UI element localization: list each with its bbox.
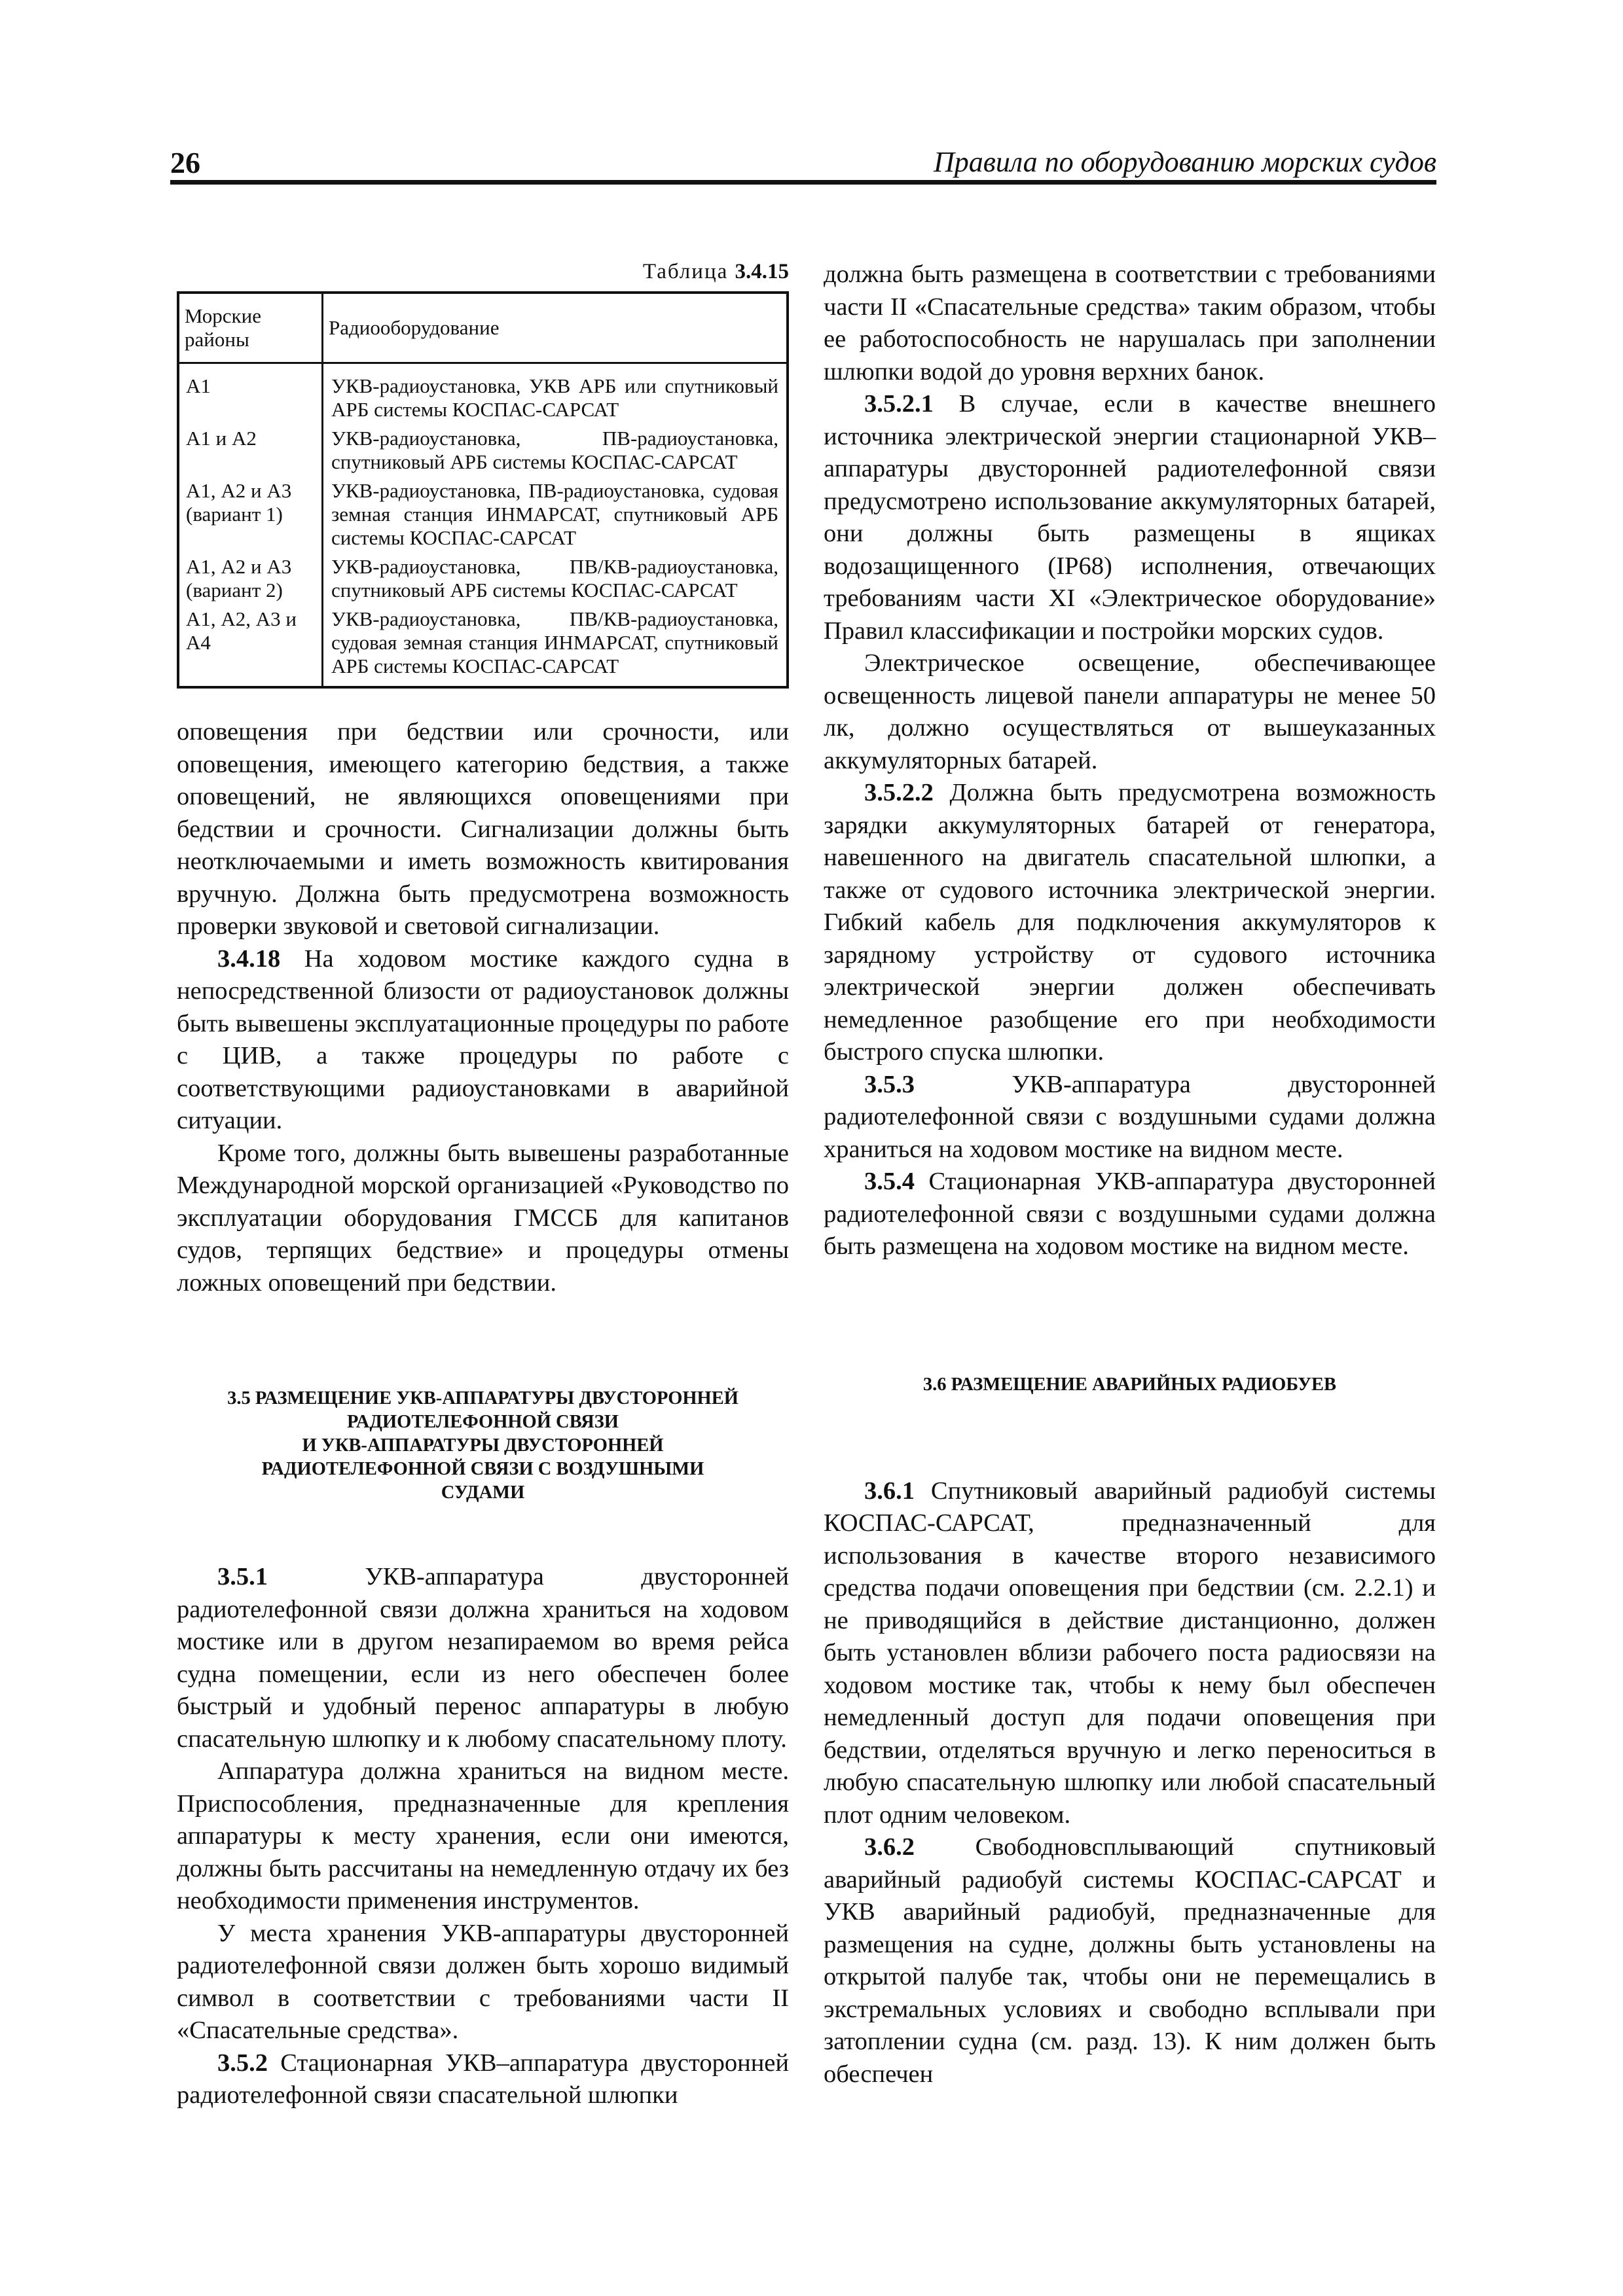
table-cell-equipment: УКВ-радиоустановка, ПВ-радиоустановка, судовая земная станция ИНМАРСАТ, спутниковый АРБ системы КОСПАС-САРСАТ	[331, 479, 778, 549]
paragraph-text: На ходовом мостике каждого судна в непосредственной близости от радиоустановок должны быть вывешены эксплуатационные процедуры по работе с ЦИВ, а также процедуры по работе с соответствующими радиоустановками в аварийной ситуации.	[177, 944, 789, 1134]
header-rule	[170, 180, 1436, 185]
clause-number: 3.5.3	[864, 1070, 915, 1098]
section-heading-line: РАДИОТЕЛЕФОННОЙ СВЯЗИ	[347, 1412, 619, 1432]
table-cell-equipment: УКВ-радиоустановка, ПВ/КВ-радиоустановка, спутниковый АРБ системы КОСПАС-САРСАТ	[331, 555, 778, 601]
paragraph: У места хранения УКВ-аппаратуры двусторонней радиотелефонной связи должен быть хорошо видимый символ в соответствии с требованиями части II «Спасательные средства».	[177, 1919, 789, 2044]
clause-number: 3.5.2.2	[864, 779, 934, 806]
paragraph	[824, 388, 1436, 647]
paragraph	[177, 943, 789, 1138]
table-cell-area: А1, А2 и А3 (вариант 2)	[178, 552, 323, 605]
table-header-row	[178, 293, 788, 363]
paragraph	[824, 1069, 1436, 1166]
clause-number: 3.4.18	[217, 944, 281, 973]
equipment-table	[177, 291, 789, 689]
paragraph-text: В случае, если в качестве внешнего источника электрической энергии стационарной УКВ–аппаратуры двусторонней радиотелефонной связи предусмотрено использование аккумуляторных батарей, они должны быть размещены в ящиках водозащищенного (IP68) исполнения, отвечающих требованиям части XI «Электрическое оборудование» Правил классификации и постройки морских судов.	[824, 390, 1436, 645]
table-row	[178, 424, 788, 476]
paragraph: Кроме того, должны быть вывешены разработанные Международной морской организацией «Руководство по эксплуатации оборудования ГМССБ для капитанов судов, терпящих бедствие» и процедуры отмены ложных оповещений при бедствии.	[177, 1139, 789, 1297]
paragraph-text: Стационарная УКВ-аппаратура двусторонней радиотелефонной связи с воздушными судами должна быть размещена на ходовом мостике на видном месте.	[824, 1168, 1436, 1260]
paragraph	[824, 777, 1436, 1069]
section-heading-line: СУДАМИ	[441, 1482, 525, 1503]
section-heading-line: РАДИОТЕЛЕФОННОЙ СВЯЗИ С ВОЗДУШНЫМИ	[261, 1459, 704, 1479]
paragraph: Аппаратура должна храниться на видном месте. Приспособления, предназначенные для крепления аппаратуры к месту хранения, если они имеются, должны быть рассчитаны на немедленную отдачу их без необходимости применения инструментов.	[177, 1757, 789, 1914]
paragraph	[177, 1561, 789, 1755]
clause-number: 3.5.1	[217, 1563, 268, 1590]
paragraph-text: УКВ-аппаратура двусторонней радиотелефонной связи должна храниться на ходовом мостике или в другом незапираемом во время рейса судна помещении, если из него обеспечен более быстрый и удобный перенос аппаратуры в любую спасательную шлюпку и к любому спасательному плоту.	[177, 1563, 789, 1753]
running-title: Правила по оборудованию морских судов	[933, 146, 1436, 178]
table-cell-equipment: УКВ-радиоустановка, ПВ/КВ-радиоустановка, судовая земная станция ИНМАРСАТ, спутниковый АРБ системы КОСПАС-САРСАТ	[331, 607, 778, 677]
paragraph: оповещения при бедствии или срочности, или оповещения, имеющего категорию бедствия, а также оповещений, не являющихся оповещениями при бедствии и срочности. Сигнализации должны быть неотключаемыми и иметь возможность квитирования вручную. Должна быть предусмотрена возможность проверки звуковой и световой сигнализации.	[177, 718, 789, 940]
clause-number: 3.5.2.1	[864, 390, 934, 418]
table-cell-area: А1, А2 и А3 (вариант 1)	[178, 476, 323, 552]
paragraph-text: УКВ-аппаратура двусторонней радиотелефонной связи с воздушными судами должна храниться на ходовом мостике на видном месте.	[824, 1070, 1436, 1163]
table-caption-prefix: Таблица	[642, 260, 735, 283]
table-cell-area: А1	[178, 363, 323, 425]
clause-number: 3.5.2	[217, 2049, 268, 2077]
table-cell-area: А1, А2, А3 и А4	[178, 605, 323, 687]
table-caption-number: 3.4.15	[735, 260, 789, 283]
clause-number: 3.5.4	[864, 1168, 915, 1195]
paragraph	[824, 1831, 1436, 2090]
clause-number: 3.6.2	[864, 1833, 915, 1861]
table-cell-equipment: УКВ-радиоустановка, ПВ-радиоустановка, спутниковый АРБ системы КОСПАС-САРСАТ	[331, 427, 778, 473]
paragraph	[824, 1475, 1436, 1832]
paragraph: Электрическое освещение, обеспечивающее освещенность лицевой панели аппаратуры не менее 50 лк, должно осуществляться от вышеуказанных аккумуляторных батарей.	[824, 649, 1436, 774]
paragraph-text: Спутниковый аварийный радиобуй системы КОСПАС-САРСАТ, предназначенный для использования в качестве второго независимого средства подачи оповещения при бедствии (см. 2.2.1) и не приводящийся в действие дистанционно, должен быть установлен вблизи рабочего поста радиосвязи на ходовом мостике так, чтобы к нему был обеспечен немедленный доступ для подачи оповещения при бедствии, отделяться вручную и легко переноситься в любую спасательную шлюпку или любой спасательный плот одним человеком.	[824, 1477, 1436, 1829]
section-heading-line: 3.5 РАЗМЕЩЕНИЕ УКВ-АППАРАТУРЫ ДВУСТОРОННЕЙ	[227, 1388, 739, 1408]
page-number: 26	[170, 146, 200, 179]
table-row	[178, 605, 788, 687]
table-cell-area: А1 и А2	[178, 424, 323, 476]
table-row	[178, 476, 788, 552]
clause-number: 3.6.1	[864, 1477, 915, 1505]
left-column	[177, 259, 789, 2112]
paragraph	[824, 1166, 1436, 1263]
table-caption	[177, 259, 789, 285]
table-row	[178, 363, 788, 425]
paragraph-text: Должна быть предусмотрена возможность зарядки аккумуляторных батарей от генератора, навешенного на двигатель спасательной шлюпки, а также от судового источника электрической энергии. Гибкий кабель для подключения аккумуляторов к зарядному устройству от судового источника электрической энергии должен обеспечивать немедленное разобщение его при необходимости быстрого спуска шлюпки.	[824, 779, 1436, 1066]
paragraph-text: Свободновсплывающий спутниковый аварийный радиобуй системы КОСПАС-САРСАТ и УКВ аварийный радиобуй, предназначенные для размещения на судне, должны быть установлены на открытой палубе так, чтобы они не перемещались в экстремальных условиях и свободно всплывали при затоплении судна (см. разд. 13). К ним должен быть обеспечен	[824, 1833, 1436, 2088]
section-heading-line: И УКВ-АППАРАТУРЫ ДВУСТОРОННЕЙ	[302, 1435, 664, 1456]
section-heading: 3.6 РАЗМЕЩЕНИЕ АВАРИЙНЫХ РАДИОБУЕВ	[922, 1374, 1337, 1395]
table-cell-equipment: УКВ-радиоустановка, УКВ АРБ или спутниковый АРБ системы КОСПАС-САРСАТ	[331, 374, 778, 421]
right-column	[824, 259, 1436, 2090]
paragraph	[177, 2047, 789, 2112]
section-heading	[177, 1387, 789, 1505]
table-row	[178, 552, 788, 605]
col-header-areas: Морские районы	[178, 293, 323, 363]
col-header-equipment: Радиооборудование	[323, 293, 788, 363]
paragraph: должна быть размещена в соответствии с требованиями части II «Спасательные средства» таким образом, чтобы ее работоспособность не нарушалась при заполнении шлюпки водой до уровня верхних банок.	[824, 260, 1436, 386]
paragraph-text: Стационарная УКВ–аппаратура двусторонней радиотелефонной связи спасательной шлюпки	[177, 2049, 789, 2109]
